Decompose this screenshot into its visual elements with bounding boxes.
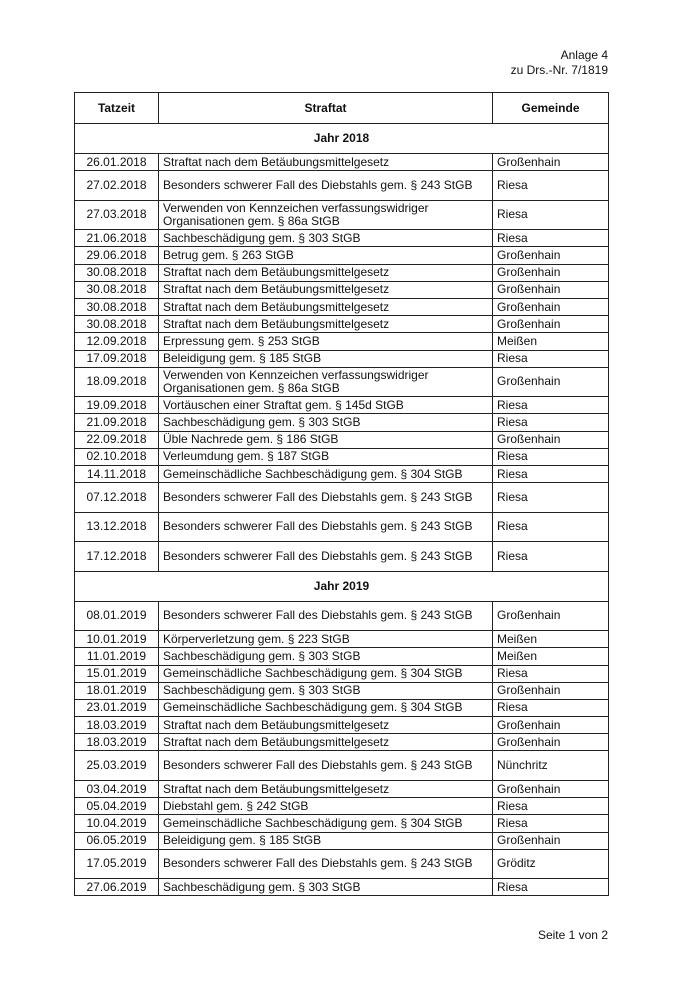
column-header-municipality: Gemeinde [493,93,609,124]
date-cell: 23.01.2019 [75,699,159,716]
offense-cell: Diebstahl gem. § 242 StGB [159,798,493,815]
municipality-cell: Riesa [493,512,609,542]
table-row [75,367,609,397]
table-row [75,717,609,734]
page-number: Seite 1 von 2 [537,928,608,942]
table-row [75,230,609,247]
date-cell: 21.06.2018 [75,230,159,247]
municipality-cell: Großenhain [493,717,609,734]
municipality-cell: Großenhain [493,247,609,264]
offense-cell: Besonders schwerer Fall des Diebstahls gem. § 243 StGB [159,601,493,631]
offense-cell: Sachbeschädigung gem. § 303 StGB [159,879,493,896]
offense-cell: Besonders schwerer Fall des Diebstahls gem. § 243 StGB [159,849,493,879]
date-cell: 07.12.2018 [75,483,159,513]
date-cell: 25.03.2019 [75,751,159,781]
municipality-cell: Meißen [493,631,609,648]
date-cell: 06.05.2019 [75,832,159,849]
table-row [75,648,609,665]
offense-cell: Verleumdung gem. § 187 StGB [159,448,493,465]
table-row [75,798,609,815]
offense-cell: Straftat nach dem Betäubungsmittelgesetz [159,298,493,315]
offense-cell: Betrug gem. § 263 StGB [159,247,493,264]
municipality-cell: Riesa [493,798,609,815]
table-row [75,316,609,333]
offense-cell: Straftat nach dem Betäubungsmittelgesetz [159,316,493,333]
offense-cell: Straftat nach dem Betäubungsmittelgesetz [159,154,493,171]
offense-cell: Sachbeschädigung gem. § 303 StGB [159,414,493,431]
offense-cell: Gemeinschädliche Sachbeschädigung gem. § 304 StGB [159,665,493,682]
municipality-cell: Riesa [493,542,609,572]
table-row [75,832,609,849]
year-heading: Jahr 2018 [75,124,609,154]
offense-cell: Beleidigung gem. § 185 StGB [159,832,493,849]
header-row [75,93,609,124]
offense-cell: Gemeinschädliche Sachbeschädigung gem. § 304 StGB [159,465,493,482]
offense-cell: Besonders schwerer Fall des Diebstahls gem. § 243 StGB [159,171,493,201]
offense-cell: Körperverletzung gem. § 223 StGB [159,631,493,648]
municipality-cell: Riesa [493,483,609,513]
municipality-cell: Gröditz [493,849,609,879]
date-cell: 19.09.2018 [75,397,159,414]
date-cell: 08.01.2019 [75,601,159,631]
municipality-cell: Riesa [493,171,609,201]
date-cell: 18.09.2018 [75,367,159,397]
offense-cell: Straftat nach dem Betäubungsmittelgesetz [159,281,493,298]
date-cell: 14.11.2018 [75,465,159,482]
table-row [75,431,609,448]
date-cell: 05.04.2019 [75,798,159,815]
table-row [75,631,609,648]
table-row [75,333,609,350]
municipality-cell: Großenhain [493,281,609,298]
municipality-cell: Großenhain [493,832,609,849]
table-row [75,264,609,281]
table-row [75,483,609,513]
municipality-cell: Riesa [493,665,609,682]
municipality-cell: Riesa [493,465,609,482]
date-cell: 30.08.2018 [75,281,159,298]
date-cell: 11.01.2019 [75,648,159,665]
table-row [75,699,609,716]
annex-number: Anlage 4 [560,48,608,62]
table-row [75,512,609,542]
date-cell: 10.01.2019 [75,631,159,648]
offense-cell: Üble Nachrede gem. § 186 StGB [159,431,493,448]
date-cell: 27.02.2018 [75,171,159,201]
offense-cell: Erpressung gem. § 253 StGB [159,333,493,350]
year-section-row [75,571,609,601]
date-cell: 13.12.2018 [75,512,159,542]
table-body [75,124,609,896]
table-row [75,815,609,832]
municipality-cell: Großenhain [493,264,609,281]
date-cell: 10.04.2019 [75,815,159,832]
municipality-cell: Großenhain [493,367,609,397]
table-row [75,247,609,264]
municipality-cell: Meißen [493,333,609,350]
offense-cell: Straftat nach dem Betäubungsmittelgesetz [159,780,493,797]
municipality-cell: Großenhain [493,734,609,751]
date-cell: 26.01.2018 [75,154,159,171]
table-row [75,734,609,751]
municipality-cell: Großenhain [493,601,609,631]
date-cell: 21.09.2018 [75,414,159,431]
municipality-cell: Riesa [493,200,609,230]
table-row [75,298,609,315]
offense-cell: Besonders schwerer Fall des Diebstahls gem. § 243 StGB [159,512,493,542]
document-reference: zu Drs.-Nr. 7/1819 [510,63,608,77]
municipality-cell: Großenhain [493,780,609,797]
municipality-cell: Riesa [493,879,609,896]
municipality-cell: Großenhain [493,682,609,699]
municipality-cell: Großenhain [493,316,609,333]
date-cell: 03.04.2019 [75,780,159,797]
date-cell: 18.03.2019 [75,734,159,751]
offense-cell: Gemeinschädliche Sachbeschädigung gem. § 304 StGB [159,815,493,832]
offense-cell: Sachbeschädigung gem. § 303 StGB [159,682,493,699]
offense-cell: Besonders schwerer Fall des Diebstahls gem. § 243 StGB [159,483,493,513]
date-cell: 18.03.2019 [75,717,159,734]
offense-cell: Straftat nach dem Betäubungsmittelgesetz [159,734,493,751]
date-cell: 30.08.2018 [75,316,159,333]
table-row [75,281,609,298]
offense-cell: Besonders schwerer Fall des Diebstahls gem. § 243 StGB [159,751,493,781]
offense-cell: Sachbeschädigung gem. § 303 StGB [159,648,493,665]
date-cell: 12.09.2018 [75,333,159,350]
municipality-cell: Nünchritz [493,751,609,781]
municipality-cell: Riesa [493,815,609,832]
municipality-cell: Riesa [493,397,609,414]
table-row [75,414,609,431]
offense-cell: Straftat nach dem Betäubungsmittelgesetz [159,717,493,734]
municipality-cell: Riesa [493,414,609,431]
table-row [75,849,609,879]
table-row [75,200,609,230]
table-row [75,682,609,699]
table-row [75,154,609,171]
date-cell: 02.10.2018 [75,448,159,465]
date-cell: 15.01.2019 [75,665,159,682]
date-cell: 17.09.2018 [75,350,159,367]
column-header-offense: Straftat [159,93,493,124]
date-cell: 17.05.2019 [75,849,159,879]
offense-cell: Beleidigung gem. § 185 StGB [159,350,493,367]
municipality-cell: Riesa [493,699,609,716]
table-row [75,350,609,367]
municipality-cell: Großenhain [493,431,609,448]
annex-label [511,48,608,78]
date-cell: 29.06.2018 [75,247,159,264]
municipality-cell: Großenhain [493,298,609,315]
date-cell: 22.09.2018 [75,431,159,448]
date-cell: 17.12.2018 [75,542,159,572]
table-row [75,397,609,414]
date-cell: 18.01.2019 [75,682,159,699]
offense-table [74,92,609,896]
date-cell: 27.06.2019 [75,879,159,896]
table-row [75,601,609,631]
table-row [75,665,609,682]
table-row [75,448,609,465]
table-row [75,780,609,797]
column-header-date: Tatzeit [75,93,159,124]
date-cell: 30.08.2018 [75,264,159,281]
table-row [75,879,609,896]
table-row [75,465,609,482]
offense-cell: Vortäuschen einer Straftat gem. § 145d StGB [159,397,493,414]
offense-cell: Verwenden von Kennzeichen verfassungswidriger Organisationen gem. § 86a StGB [159,200,493,230]
municipality-cell: Riesa [493,350,609,367]
municipality-cell: Meißen [493,648,609,665]
municipality-cell: Riesa [493,448,609,465]
offense-cell: Sachbeschädigung gem. § 303 StGB [159,230,493,247]
year-heading: Jahr 2019 [75,571,609,601]
date-cell: 27.03.2018 [75,200,159,230]
year-section-row [75,124,609,154]
municipality-cell: Riesa [493,230,609,247]
municipality-cell: Großenhain [493,154,609,171]
offense-cell: Straftat nach dem Betäubungsmittelgesetz [159,264,493,281]
offense-cell: Besonders schwerer Fall des Diebstahls gem. § 243 StGB [159,542,493,572]
table-row [75,542,609,572]
offense-cell: Gemeinschädliche Sachbeschädigung gem. § 304 StGB [159,699,493,716]
table-row [75,171,609,201]
offense-cell: Verwenden von Kennzeichen verfassungswidriger Organisationen gem. § 86a StGB [159,367,493,397]
table-row [75,751,609,781]
date-cell: 30.08.2018 [75,298,159,315]
